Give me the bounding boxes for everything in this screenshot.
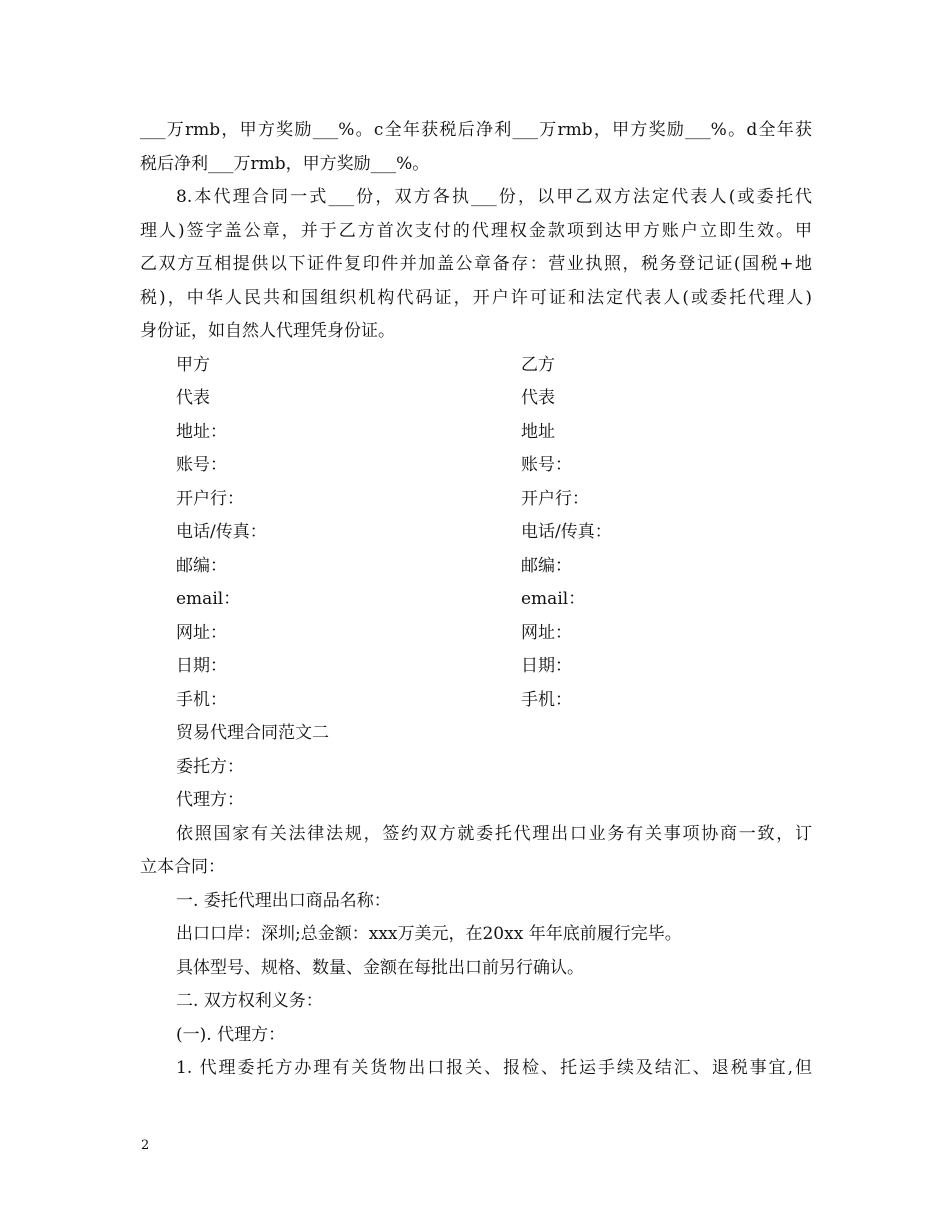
principal-label: 委托方： <box>176 757 244 777</box>
party-a-field: 账号： <box>176 455 227 475</box>
page-number: 2 <box>141 1138 150 1153</box>
body-line: 具体型号、规格、数量、金额在每批出口前另行确认。 <box>176 958 584 978</box>
party-a-field: 邮编： <box>176 556 227 576</box>
party-b-field: 电话/传真： <box>521 522 612 542</box>
intro-line: 立本合同： <box>140 857 225 877</box>
party-a-field: 地址： <box>176 422 227 442</box>
party-b-field: 日期： <box>521 656 572 676</box>
party-a-field: 电话/传真： <box>176 522 267 542</box>
party-b-field: 手机： <box>521 690 572 710</box>
party-a-field: 开户行： <box>176 489 244 509</box>
party-a-field: 手机： <box>176 690 227 710</box>
clause-8-line: 8.本代理合同一式___份，双方各执___份，以甲乙双方法定代表人(或委托代 <box>176 187 812 207</box>
clause-8-line: 税)，中华人民共和国组织机构代码证，开户许可证和法定代表人(或委托代理人) <box>140 288 812 308</box>
clause-8-line: 身份证，如自然人代理凭身份证。 <box>140 321 395 341</box>
party-a-field: email： <box>176 589 241 609</box>
party-a-field: 代表 <box>176 388 210 408</box>
body-line: 1. 代理委托方办理有关货物出口报关、报检、托运手续及结汇、退税事宜,但 <box>176 1058 812 1078</box>
intro-line: 依照国家有关法律法规，签约双方就委托代理出口业务有关事项协商一致，订 <box>176 824 812 844</box>
heading-2: 二. 双方权利义务： <box>176 991 323 1011</box>
party-b-field: 地址 <box>521 422 555 442</box>
body-line: 出口口岸：深圳;总金额：xxx万美元，在20xx 年年底前履行完毕。 <box>176 924 682 944</box>
party-b-field: 开户行： <box>521 489 589 509</box>
clause-8-line: 乙双方互相提供以下证件复印件并加盖公章备存：营业执照，税务登记证(国税+地 <box>140 254 812 274</box>
heading-1: 一. 委托代理出口商品名称： <box>176 891 391 911</box>
party-b-label: 乙方 <box>521 355 555 375</box>
party-b-field: email： <box>521 589 586 609</box>
party-b-field: 代表 <box>521 388 555 408</box>
party-b-field: 网址： <box>521 623 572 643</box>
clause-8-line: 理人)签字盖公章，并于乙方首次支付的代理权金款项到达甲方账户立即生效。甲 <box>140 221 812 241</box>
body-line: ___万rmb，甲方奖励___%。c全年获税后净利___万rmb，甲方奖励___%。d全年获 <box>140 120 812 140</box>
agent-label: 代理方： <box>176 790 244 810</box>
party-a-label: 甲方 <box>176 355 210 375</box>
party-b-field: 账号： <box>521 455 572 475</box>
body-line: 税后净利___万rmb，甲方奖励___%。 <box>140 154 430 174</box>
party-a-field: 网址： <box>176 623 227 643</box>
party-b-field: 邮编： <box>521 556 572 576</box>
party-a-field: 日期： <box>176 656 227 676</box>
sub-heading: (一). 代理方： <box>176 1025 286 1045</box>
section-title: 贸易代理合同范文二 <box>176 723 329 743</box>
